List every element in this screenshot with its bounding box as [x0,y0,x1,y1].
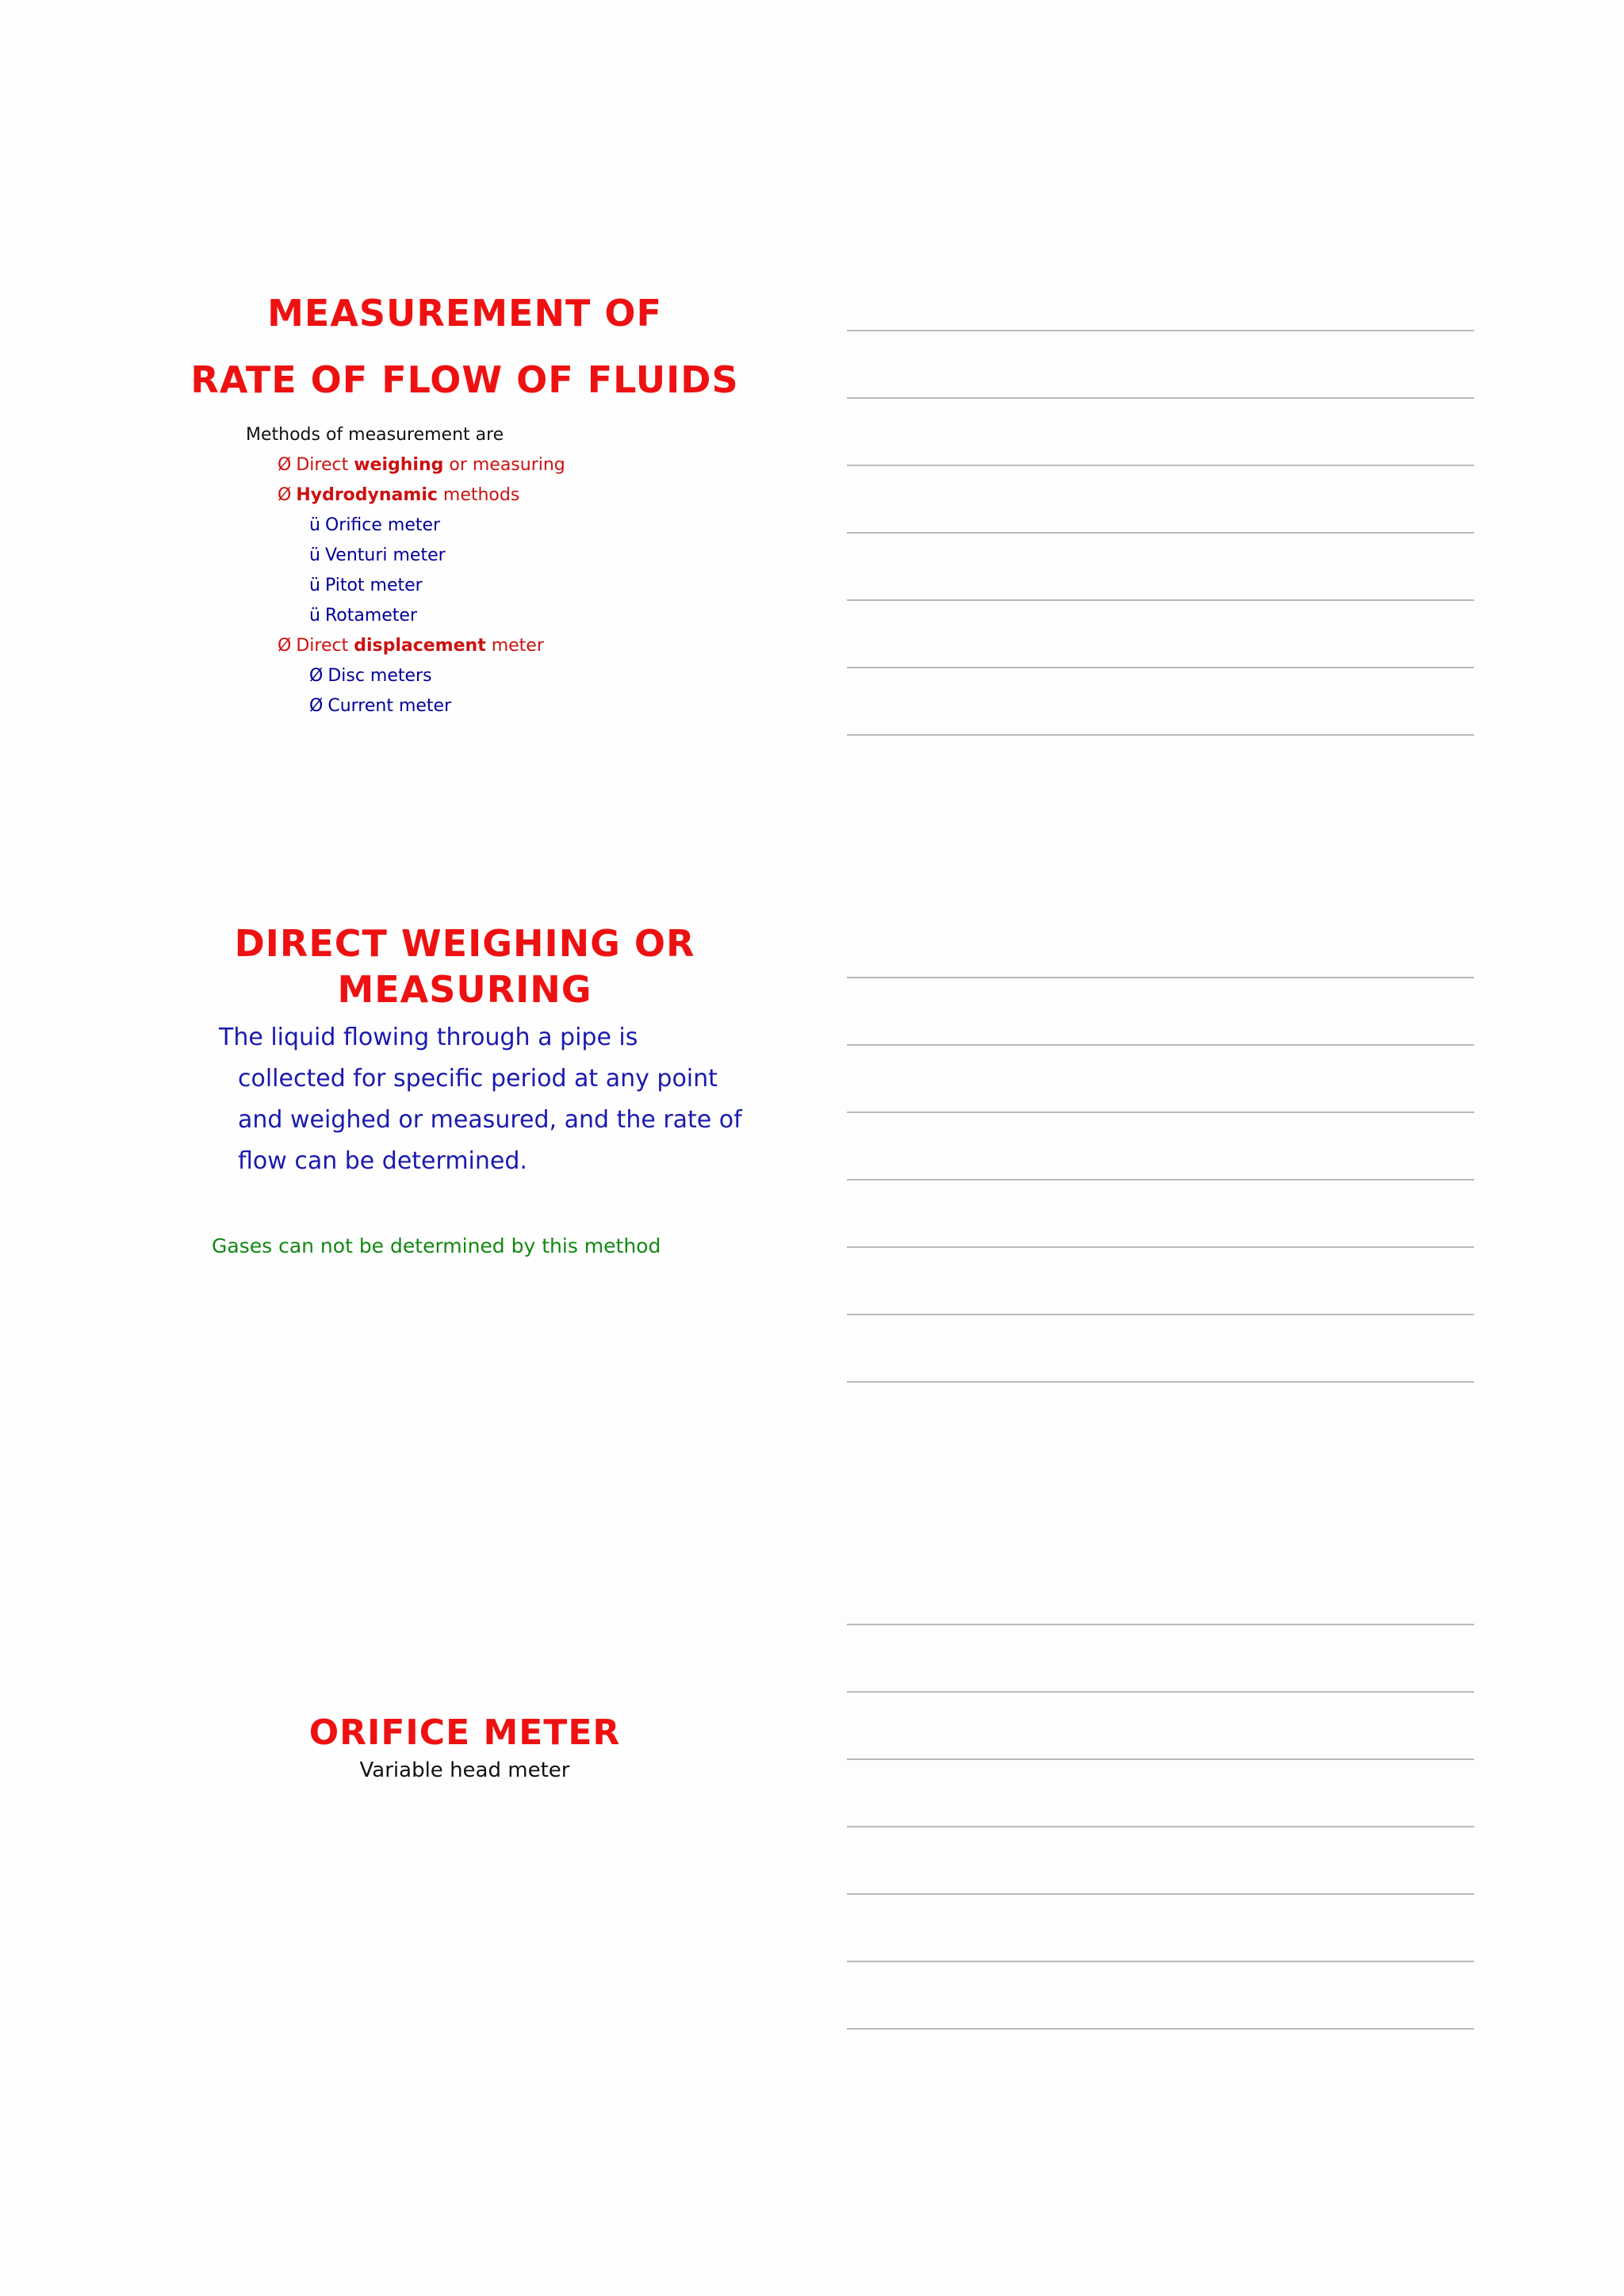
slide-title-line-2: MEASURING [337,968,592,1011]
note-line [847,734,1474,736]
arrow-bullet-icon: Ø [309,666,324,686]
item-text-after: or measuring [443,455,565,475]
note-line [847,1112,1474,1113]
note-line [847,1044,1474,1046]
arrow-bullet-icon: Ø [309,696,324,716]
slide-direct-weighing [159,916,771,1376]
item-text-bold: weighing [354,455,444,475]
slide-paragraph: The liquid flowing through a pipe is collected for specific period at any point and weighed or measured, and the rate of flow can be determined. [219,1024,742,1175]
note-line [847,1381,1474,1383]
note-line [847,1179,1474,1181]
note-line [847,1691,1474,1693]
check-bullet-icon: ü [309,545,320,565]
note-line [847,532,1474,534]
list-item-current-meter [246,691,565,721]
note-line [847,1624,1474,1625]
arrow-bullet-icon: Ø [278,636,292,656]
check-bullet-icon: ü [309,606,320,626]
note-line [847,1758,1474,1760]
note-line [847,1314,1474,1315]
note-line [847,1893,1474,1895]
methods-intro: Methods of measurement are [246,425,504,445]
slide-title-line-1: MEASUREMENT OF [267,292,662,335]
item-text-before: Direct [296,636,354,656]
methods-list [246,420,565,721]
item-text-bold: Hydrodynamic [296,485,438,505]
slide-title-line-2: RATE OF FLOW OF FLUIDS [190,358,739,401]
slide-subtitle: Variable head meter [359,1758,570,1782]
note-line [847,599,1474,601]
item-text-after: meter [485,636,544,656]
arrow-bullet-icon: Ø [278,485,292,505]
slide-note: Gases can not be determined by this method [212,1234,661,1257]
note-line [847,977,1474,978]
item-text: Rotameter [324,606,417,626]
item-text: Current meter [327,696,452,716]
slide-title: ORIFICE METER [308,1712,621,1753]
list-item-pitot-meter [246,571,565,601]
list-item-orifice-meter [246,511,565,541]
item-text-bold: displacement [354,636,486,656]
note-line [847,2028,1474,2030]
note-line [847,1246,1474,1248]
check-bullet-icon: ü [309,576,320,595]
list-item-direct-weighing [246,450,565,480]
slide-orifice-meter [159,1562,771,2022]
note-line [847,1961,1474,1962]
arrow-bullet-icon: Ø [278,455,292,475]
note-line [847,1826,1474,1827]
list-item-venturi-meter [246,541,565,571]
note-line [847,465,1474,466]
check-bullet-icon: ü [309,515,320,535]
list-item-hydrodynamic [246,480,565,511]
item-text: Orifice meter [324,515,441,535]
item-text: Pitot meter [324,576,423,595]
item-text-before: Direct [296,455,354,475]
list-item-disc-meters [246,661,565,691]
note-line [847,667,1474,668]
list-item-direct-displacement [246,631,565,661]
item-text-after: methods [437,485,520,505]
item-text: Venturi meter [324,545,446,565]
list-item-rotameter [246,601,565,631]
slide-measurement-of-flow [159,270,771,729]
item-text: Disc meters [327,666,432,686]
slide-title-line-1: DIRECT WEIGHING OR [234,922,695,965]
note-line [847,397,1474,399]
note-line [847,330,1474,331]
